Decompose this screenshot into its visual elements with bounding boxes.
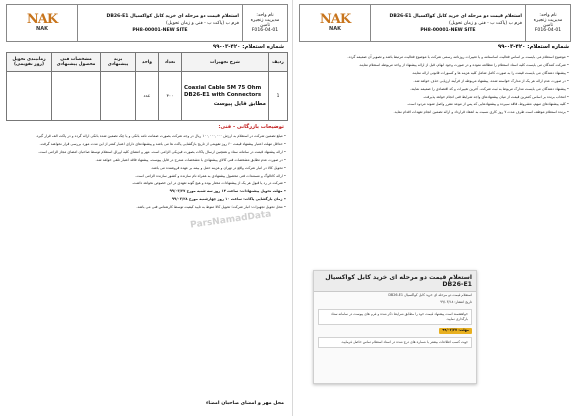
header-title-cell xyxy=(370,5,525,41)
item-description-fa: مطابق فایل پیوست xyxy=(213,100,266,107)
col-header-spec: مشخصات فنی محصول پیشنهادی xyxy=(52,53,101,72)
announcement-date: تاریخ انتشار: ۹۹/۰۳/۱۸ xyxy=(440,300,472,305)
inquiry-number: شماره استعلام: ۴۲۰-۰۳-۹۹ xyxy=(212,44,284,50)
cell-delivery xyxy=(7,72,52,121)
logo-mark: NAK xyxy=(26,12,58,27)
company-logo xyxy=(27,14,57,32)
doc-date: F016-04-01 xyxy=(534,28,562,33)
note-paragraph: • در صورت عدم تطابق مشخصات فنی کالای پیشنهادی با مشخصات مندرج در فایل پیوست، پیشنهاد فاقد اعتبار تلقی خواهد شد. xyxy=(95,157,286,162)
header-unit-cell xyxy=(525,5,570,41)
cell-description xyxy=(182,72,269,121)
note-paragraph: • محل تحویل تجهیزات: انبار شرکت؛ تحویل کالا منوط به تایید کیفیت توسط کارشناس فنی می باشد. xyxy=(136,205,286,210)
col-header-unit: واحد xyxy=(136,53,159,72)
form-title: استعلام قیمت دو مرحله ای خرید کابل کواکسیال DB26-E1 xyxy=(389,13,522,19)
col-header-quantity: تعداد xyxy=(159,53,182,72)
form-header-right xyxy=(299,4,571,42)
cell-row-number: 1 xyxy=(269,72,288,121)
condition-paragraph: • شرکت کنندگان می بایست کلیه اسناد استعلام را مطالعه نموده و در صورت وجود ابهام، قبل از ارائه پیشنهاد از واحد مربوطه استعلام نمایند. xyxy=(358,62,569,67)
unit-value: مدیریت زنجیره تامین xyxy=(533,18,563,28)
note-paragraph: • شرکت در رد یا قبول هر یک از پیشنهادات مختار بوده و هیچ گونه تعهدی در این خصوص نخواهد داشت. xyxy=(131,181,286,186)
condition-paragraph: • پیشنهاد دهندگان می بایست مدارک مربوط به ثبت شرکت، آخرین تغییرات و کد اقتصادی را ضمیمه نمایند. xyxy=(410,86,569,91)
condition-paragraph: • کلیه پیشنهادهای مبهم، مشروط، فاقد سپرده و پیشنهادهایی که پس از موعد مقرر واصل شوند مردود است. xyxy=(407,102,569,107)
note-paragraph: • مهلت تحویل پیشنهادات: ساعت ۱۴ روز سه شنبه مورخ ۹۹/۰۳/۲۷ xyxy=(169,189,286,194)
col-header-delivery: زمانبندی تحویل (روز تقویمی) xyxy=(7,53,52,72)
cell-brand xyxy=(101,72,136,121)
conditions-body xyxy=(301,54,569,117)
announcement-tag-row xyxy=(314,327,476,334)
items-table xyxy=(6,52,288,121)
note-paragraph: • ارائه پیشنهاد قیمت در سامانه ستاد و همچنین ارسال پاکات بصورت فیزیکی الزامی است. مهر و امضای کلیه اوراق استعلام توسط صاحبان امضای مجاز الزامی است. xyxy=(38,149,286,154)
logo-caption: NAK xyxy=(36,26,48,32)
condition-paragraph: • در صورت عدم ارائه هر یک از مدارک خواسته شده، پیشنهاد مربوطه از فرآیند ارزیابی حذف خواهد شد. xyxy=(413,78,569,83)
company-logo xyxy=(320,14,350,32)
form-subtitle: فرم ب (پاکت ب - فنی و زمان تحویل) xyxy=(166,20,239,26)
note-paragraph: • ارائه کاتالوگ و مستندات فنی محصول پیشنهادی به همراه نام سازنده و کشور سازنده الزامی است. xyxy=(135,173,286,178)
col-header-row-number: ردیف xyxy=(269,53,288,72)
notes-body xyxy=(8,133,286,212)
note-paragraph: • تحویل کالا در انبار شرکت واقع در تهران و هزینه حمل و بیمه بر عهده فروشنده می باشد. xyxy=(150,165,286,170)
header-logo-cell xyxy=(7,5,77,41)
announcement-detail: خواهشمند است پیشنهاد قیمت خود را مطابق شرایط ذکر شده و فرم های پیوست در سامانه ستاد بارگذاری نمایید. xyxy=(318,309,472,325)
document-page-right xyxy=(292,0,576,416)
note-paragraph: • زمان بازگشایی پاکات: ساعت ۱۰ روز چهارشنبه مورخ ۹۹/۰۳/۲۸ xyxy=(171,197,286,202)
announcement-title[interactable]: استعلام قیمت دو مرحله ای خرید کابل کواکسیال DB26-E1 xyxy=(314,271,476,292)
form-subtitle: فرم ب (پاکت ب - فنی و زمان تحویل) xyxy=(449,20,522,26)
watermark: ParsNamadData xyxy=(189,209,272,231)
cell-unit: عدد xyxy=(136,72,159,121)
signature-label: محل مهر و امضای صاحبان امضاء xyxy=(205,401,284,406)
form-title: استعلام قیمت دو مرحله ای خرید کابل کواکسیال DB26-E1 xyxy=(106,13,239,19)
unit-label: نام واحد: xyxy=(256,13,274,18)
logo-caption: NAK xyxy=(329,26,341,32)
unit-label: نام واحد: xyxy=(539,13,557,18)
header-unit-cell xyxy=(242,5,287,41)
notes-title: توضیحات بازرگانی - فنی: xyxy=(218,124,284,130)
col-header-description: شرح تجهیزات xyxy=(182,53,269,72)
doc-date: F016-04-01 xyxy=(251,28,279,33)
header-title-cell xyxy=(77,5,242,41)
tender-announcement-card[interactable] xyxy=(313,270,477,384)
col-header-brand: برند پیشنهادی xyxy=(101,53,136,72)
doc-code: PH8-00001-NEW SITE xyxy=(132,27,188,33)
announcement-contact: جهت کسب اطلاعات بیشتر با شماره های درج شده در اسناد استعلام تماس حاصل فرمایید. xyxy=(318,337,472,348)
inquiry-number: شماره استعلام: ۴۲۰-۰۳-۹۹ xyxy=(497,44,569,50)
table-header-row xyxy=(7,53,288,72)
note-paragraph: • مبلغ تضمین شرکت در استعلام به ارزش ۱۰۰,۰۰۰,۰۰۰ ریال در وجه شرکت بصورت ضمانت نامه بانکی و یا چک تضمین شده بانکی ارائه گردد و در پاکت الف قرار گیرد. xyxy=(35,134,286,138)
doc-code: PH8-00001-NEW SITE xyxy=(420,27,476,33)
unit-value: مدیریت زنجیره تامین xyxy=(250,18,280,28)
form-header xyxy=(6,4,288,42)
logo-mark: NAK xyxy=(319,12,351,27)
condition-paragraph: • انتخاب برنده بر اساس کمترین قیمت از میان پیشنهادهای واجد شرایط فنی انجام خواهد پذیرفت. xyxy=(422,94,569,99)
table-row xyxy=(7,72,288,121)
deadline-badge: مهلت: ۹۹/۰۳/۲۷ xyxy=(439,328,472,333)
cell-quantity: ۳۰۰ xyxy=(159,72,182,121)
condition-paragraph: • برنده استعلام موظف است ظرف مدت ۷ روز کاری نسبت به انعقاد قرارداد و ارائه تضمین انجام تعهدات اقدام نماید. xyxy=(393,110,569,115)
condition-paragraph: • موضوع استعلام می بایست بر اساس فعالیت اساسنامه و یا تغییرات روزنامه رسمی شرکت با موضوع فعالیت مرتبط باشد و تصویر آن ضمیمه گردد. xyxy=(347,55,569,59)
note-paragraph: • حداقل مهلت اعتبار پیشنهاد قیمت ۶۰ روز تقویمی از تاریخ بازگشایی پاکت ها می باشد و پیشنهادهای دارای اعتبار کمتر از این مدت مورد بررسی قرار نخواهند گرفت. xyxy=(39,141,286,146)
announcement-subtitle: استعلام قیمت دو مرحله ای خرید کابل کواکسیال DB26-E1 xyxy=(388,293,472,297)
condition-paragraph: • پیشنهاد دهندگان می بایست قیمت را به صورت کامل شامل کلیه هزینه ها و کسورات قانونی ارائه نمایند. xyxy=(411,70,569,75)
header-logo-cell xyxy=(300,5,370,41)
cell-spec xyxy=(52,72,101,121)
item-description-en: Coaxial Cable 5M 75 Ohm DB26-E1 with Connectors xyxy=(184,84,262,98)
